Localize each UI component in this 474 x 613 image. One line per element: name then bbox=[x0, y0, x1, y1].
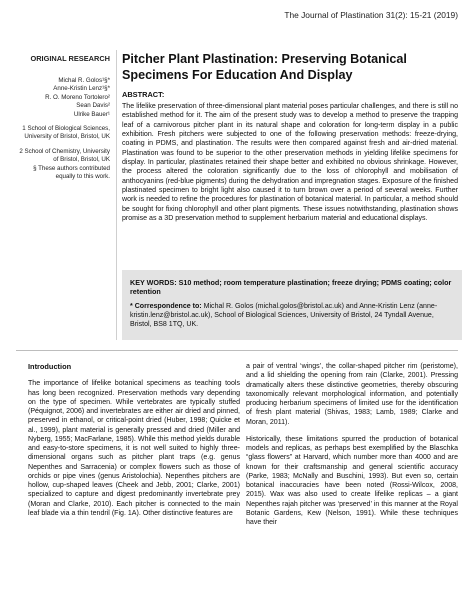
author-name: R. O. Moreno Tortolero² bbox=[45, 93, 110, 101]
journal-citation: The Journal of Plastination 31(2): 15-21 (2019) bbox=[284, 10, 458, 20]
correspondence bbox=[130, 302, 454, 330]
body-column-left bbox=[28, 362, 240, 526]
body-paragraph: The importance of lifelike botanical specimens as teaching tools has long been recognized. Preservation methods vary depending on the type of specimen. While vertebrates are typically stuffed (Péquignot, 2006) and invertebrates are either air dried and pinned, preserved in ethanol, or critical-point dried (Huber, 1998; Quicke et al., 1999), plant material is generally pressed and dried (Miller and Nyberg, 1955; MacFarlane, 1985). While this method yields durable and easy-to-store specimens, it is not well suited to highly three-dimensional organs such as pitcher plant traps (e.g. genus Nepenthes and Sarracenia) or complex flowers such as those of orchids or pipe vines (genus Aristolochia). Nepenthes pitchers are hollow, cup-shaped leaves (Cheek and Jebb, 2001; Clarke, 2001) specialized to capture and digest predominantly invertebrate prey (Moran and Clarke, 2010). Each pitcher is connected to the main leaf blade via a thin tendril (Fig. 1A). Other distinctive features are bbox=[28, 380, 240, 517]
correspondence-text: Michal R. Golos (michal.golos@bristol.ac.uk) and Anne-Kristin Lenz (anne-kristin.lenz@bristol.ac.uk), School of Biological Sciences, University of Bristol, 24 Tyndall Avenue, Bristol, BS8 1TQ, UK. bbox=[130, 303, 438, 329]
author-list bbox=[16, 77, 110, 119]
author-name: Anne-Kristin Lenz¹§* bbox=[53, 85, 110, 93]
affiliation-2: 2 School of Chemistry, University of Bristol, Bristol, UK bbox=[19, 147, 110, 164]
abstract-label: ABSTRACT: bbox=[122, 90, 165, 99]
section-divider bbox=[16, 350, 458, 351]
author-name: Ulrike Bauer¹ bbox=[73, 110, 110, 118]
author-name: Sean Davis² bbox=[76, 102, 110, 110]
body-column-right bbox=[246, 362, 458, 535]
abstract bbox=[122, 90, 458, 264]
article-title: Pitcher Plant Plastination: Preserving Botanical Specimens For Education And Display bbox=[122, 52, 407, 82]
section-heading: Introduction bbox=[28, 362, 72, 371]
abstract-text: The lifelike preservation of three-dimensional plant material poses particular challenges, and there is still no established method for it. The aim of the present study was to develop a method to preserve the trapping leaf of a carnivorous pitcher plant in its natural shape and coloration for long-term display in a public exhibition. Fresh pitchers were subjected to one of the following preservation methods: freeze-drying, coating in PDMS, and plastination. The results were then compared against fresh and air-dried material. Plastination was found to be superior to the other preservation methods in yielding lifelike specimens for display. In particular, plastinates retained their shape better and exhibited no obvious shrinkage. However, the process altered the coloration significantly due to the loss of chlorophyll and mobilisation of anthocyanins (red-blue pigments) during the dehydration and impregnation stages. Exposure of the finished plastinated specimen to bright light also caused it to turn brown over a period of several weeks. Further work is needed to refine the procedures for plastination of botanical material. In particular, a method should be sought for fixing chlorophyll and other plant pigments. These issues notwithstanding, plastination shows promise as a 3D preservation method to supplement herbarium material and educational displays. bbox=[122, 103, 458, 223]
equal-contribution-note: § These authors contributed equally to this work. bbox=[33, 164, 110, 181]
author-name: Michal R. Golos¹§* bbox=[58, 77, 110, 84]
keywords: KEY WORDS: S10 method; room temperature plastination; freeze drying; PDMS coating; color retention bbox=[130, 278, 452, 296]
author-sidebar bbox=[16, 54, 110, 181]
sidebar-divider bbox=[116, 50, 117, 340]
body-paragraph: a pair of ventral ‘wings’, the collar-shaped pitcher rim (peristome), and a lid shielding the opening from rain (Clarke, 2001). Pressing dramatically alters these distinctive geometries, thereby obscuring taxonomically relevant morphological information, and potentially producing herbarium specimens of limited use for the identification of fresh plant material (Shivas, 1983; Lamb, 1989; Clarke and Moran, 2011). bbox=[246, 363, 458, 426]
affiliation-1: 1 School of Biological Sciences, University of Bristol, Bristol, UK bbox=[22, 125, 110, 141]
article-type: ORIGINAL RESEARCH bbox=[30, 54, 110, 63]
correspondence-label: * Correspondence to: bbox=[130, 303, 202, 310]
body-paragraph: Historically, these limitations spurred the production of botanical models and replicas, as perhaps best exemplified by the Blaschka “glass flowers” at Harvard, which number more than 4000 and are known for their craftsmanship and general scientific accuracy (Parke, 1983; McNally and Buschini, 1993). But even so, certain botanical inaccuracies have been noted (Rossi-Wilcox, 2008, 2015). Wax was also used to create lifelike replicas – a giant Nepenthes rajah pitcher was ‘preserved’ in this manner at the Royal Botanic Gardens, Kew (Nelson, 1991). While these techniques have their bbox=[246, 435, 458, 526]
keywords-box bbox=[122, 270, 462, 340]
